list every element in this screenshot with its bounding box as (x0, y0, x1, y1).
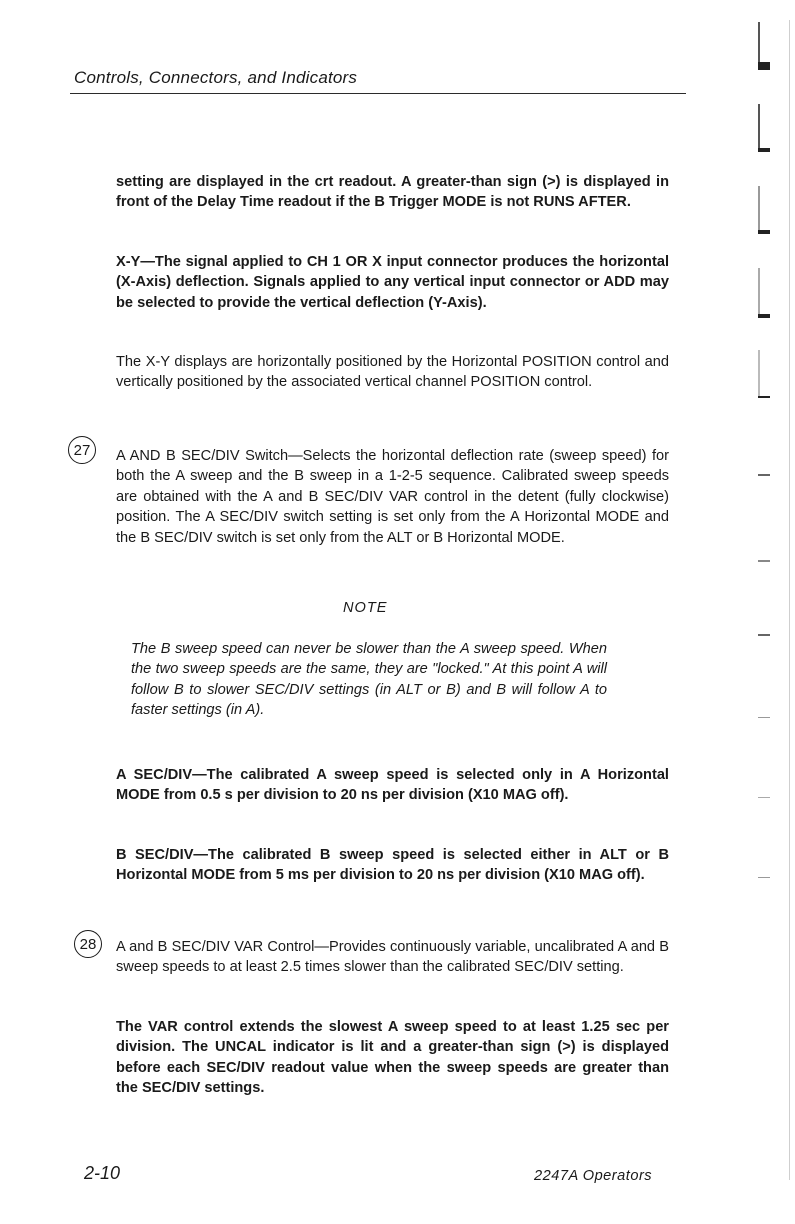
index-tab (758, 268, 770, 318)
paragraph-var-control: A and B SEC/DIV VAR Control—Provides continuously variable, uncalibrated A and B sweep speeds to at least 2.5 times slower than the calibrated SEC/DIV setting. (116, 939, 669, 976)
thumb-index-tabs (748, 0, 795, 1224)
index-tab (758, 186, 770, 234)
index-tab (758, 22, 770, 70)
paragraph-var-extends: The VAR control extends the slowest A sweep speed to at least 1.25 sec per division. The UNCAL indicator is lit and a greater-than sign (>) is displayed before each SEC/DIV readout value when the sweep speeds are greater than the SEC/DIV settings. (116, 1019, 669, 1097)
paragraph-sec-div-switch: A AND B SEC/DIV Switch—Selects the horizontal deflection rate (sweep speed) for both the A sweep and the B sweep in a 1-2-5 sequence. Calibrated sweep speeds are obtained with the A and B SEC/DIV VAR control in the detent (fully clockwise) position. The A SEC/DIV switch setting is set only from the A Horizontal MODE and the B SEC/DIV switch is set only from the ALT or B Horizontal MODE. (116, 448, 669, 546)
item-number-27: 27 (68, 436, 96, 464)
note-body: The B sweep speed can never be slower than the A sweep speed. When the two sweep speeds are the same, they are "locked." At this point A will follow B to slower SEC/DIV settings (in ALT or B) and B will follow A to faster settings (in A). (131, 641, 607, 719)
page-edge-line (789, 20, 790, 1180)
running-header: Controls, Connectors, and Indicators (74, 68, 358, 87)
page-number: 2-10 (84, 1163, 121, 1183)
paragraph-b-sec-div: B SEC/DIV—The calibrated B sweep speed is selected either in ALT or B Horizontal MODE from 5 ms per division to 20 ns per division (X10 MAG off). (116, 847, 669, 884)
paragraph-x-y-position: The X-Y displays are horizontally positioned by the Horizontal POSITION control and vertically positioned by the associated vertical channel POSITION control. (116, 354, 669, 391)
index-tab (758, 104, 770, 152)
index-tab (758, 842, 770, 878)
note-title: NOTE (343, 600, 388, 616)
paragraph-x-y: X-Y—The signal applied to CH 1 OR X input connector produces the horizontal (X-Axis) deflection. Signals applied to any vertical input connector or ADD may be selected to provide the vertical deflection (Y-Axis). (116, 254, 669, 311)
index-tab (758, 350, 770, 398)
item-number-28: 28 (74, 930, 102, 958)
paragraph-a-sec-div: A SEC/DIV—The calibrated A sweep speed is selected only in A Horizontal MODE from 0.5 s per division to 20 ns per division (X10 MAG off). (116, 767, 669, 804)
index-tab (758, 432, 770, 476)
index-tab (758, 682, 770, 718)
paragraph-delay-readout: setting are displayed in the crt readout. A greater-than sign (>) is displayed in front of the Delay Time readout if the B Trigger MODE is not RUNS AFTER. (116, 174, 669, 211)
index-tab (758, 600, 770, 636)
index-tab (758, 518, 770, 562)
header-rule (70, 93, 686, 94)
manual-title: 2247A Operators (534, 1168, 653, 1184)
index-tab (758, 762, 770, 798)
